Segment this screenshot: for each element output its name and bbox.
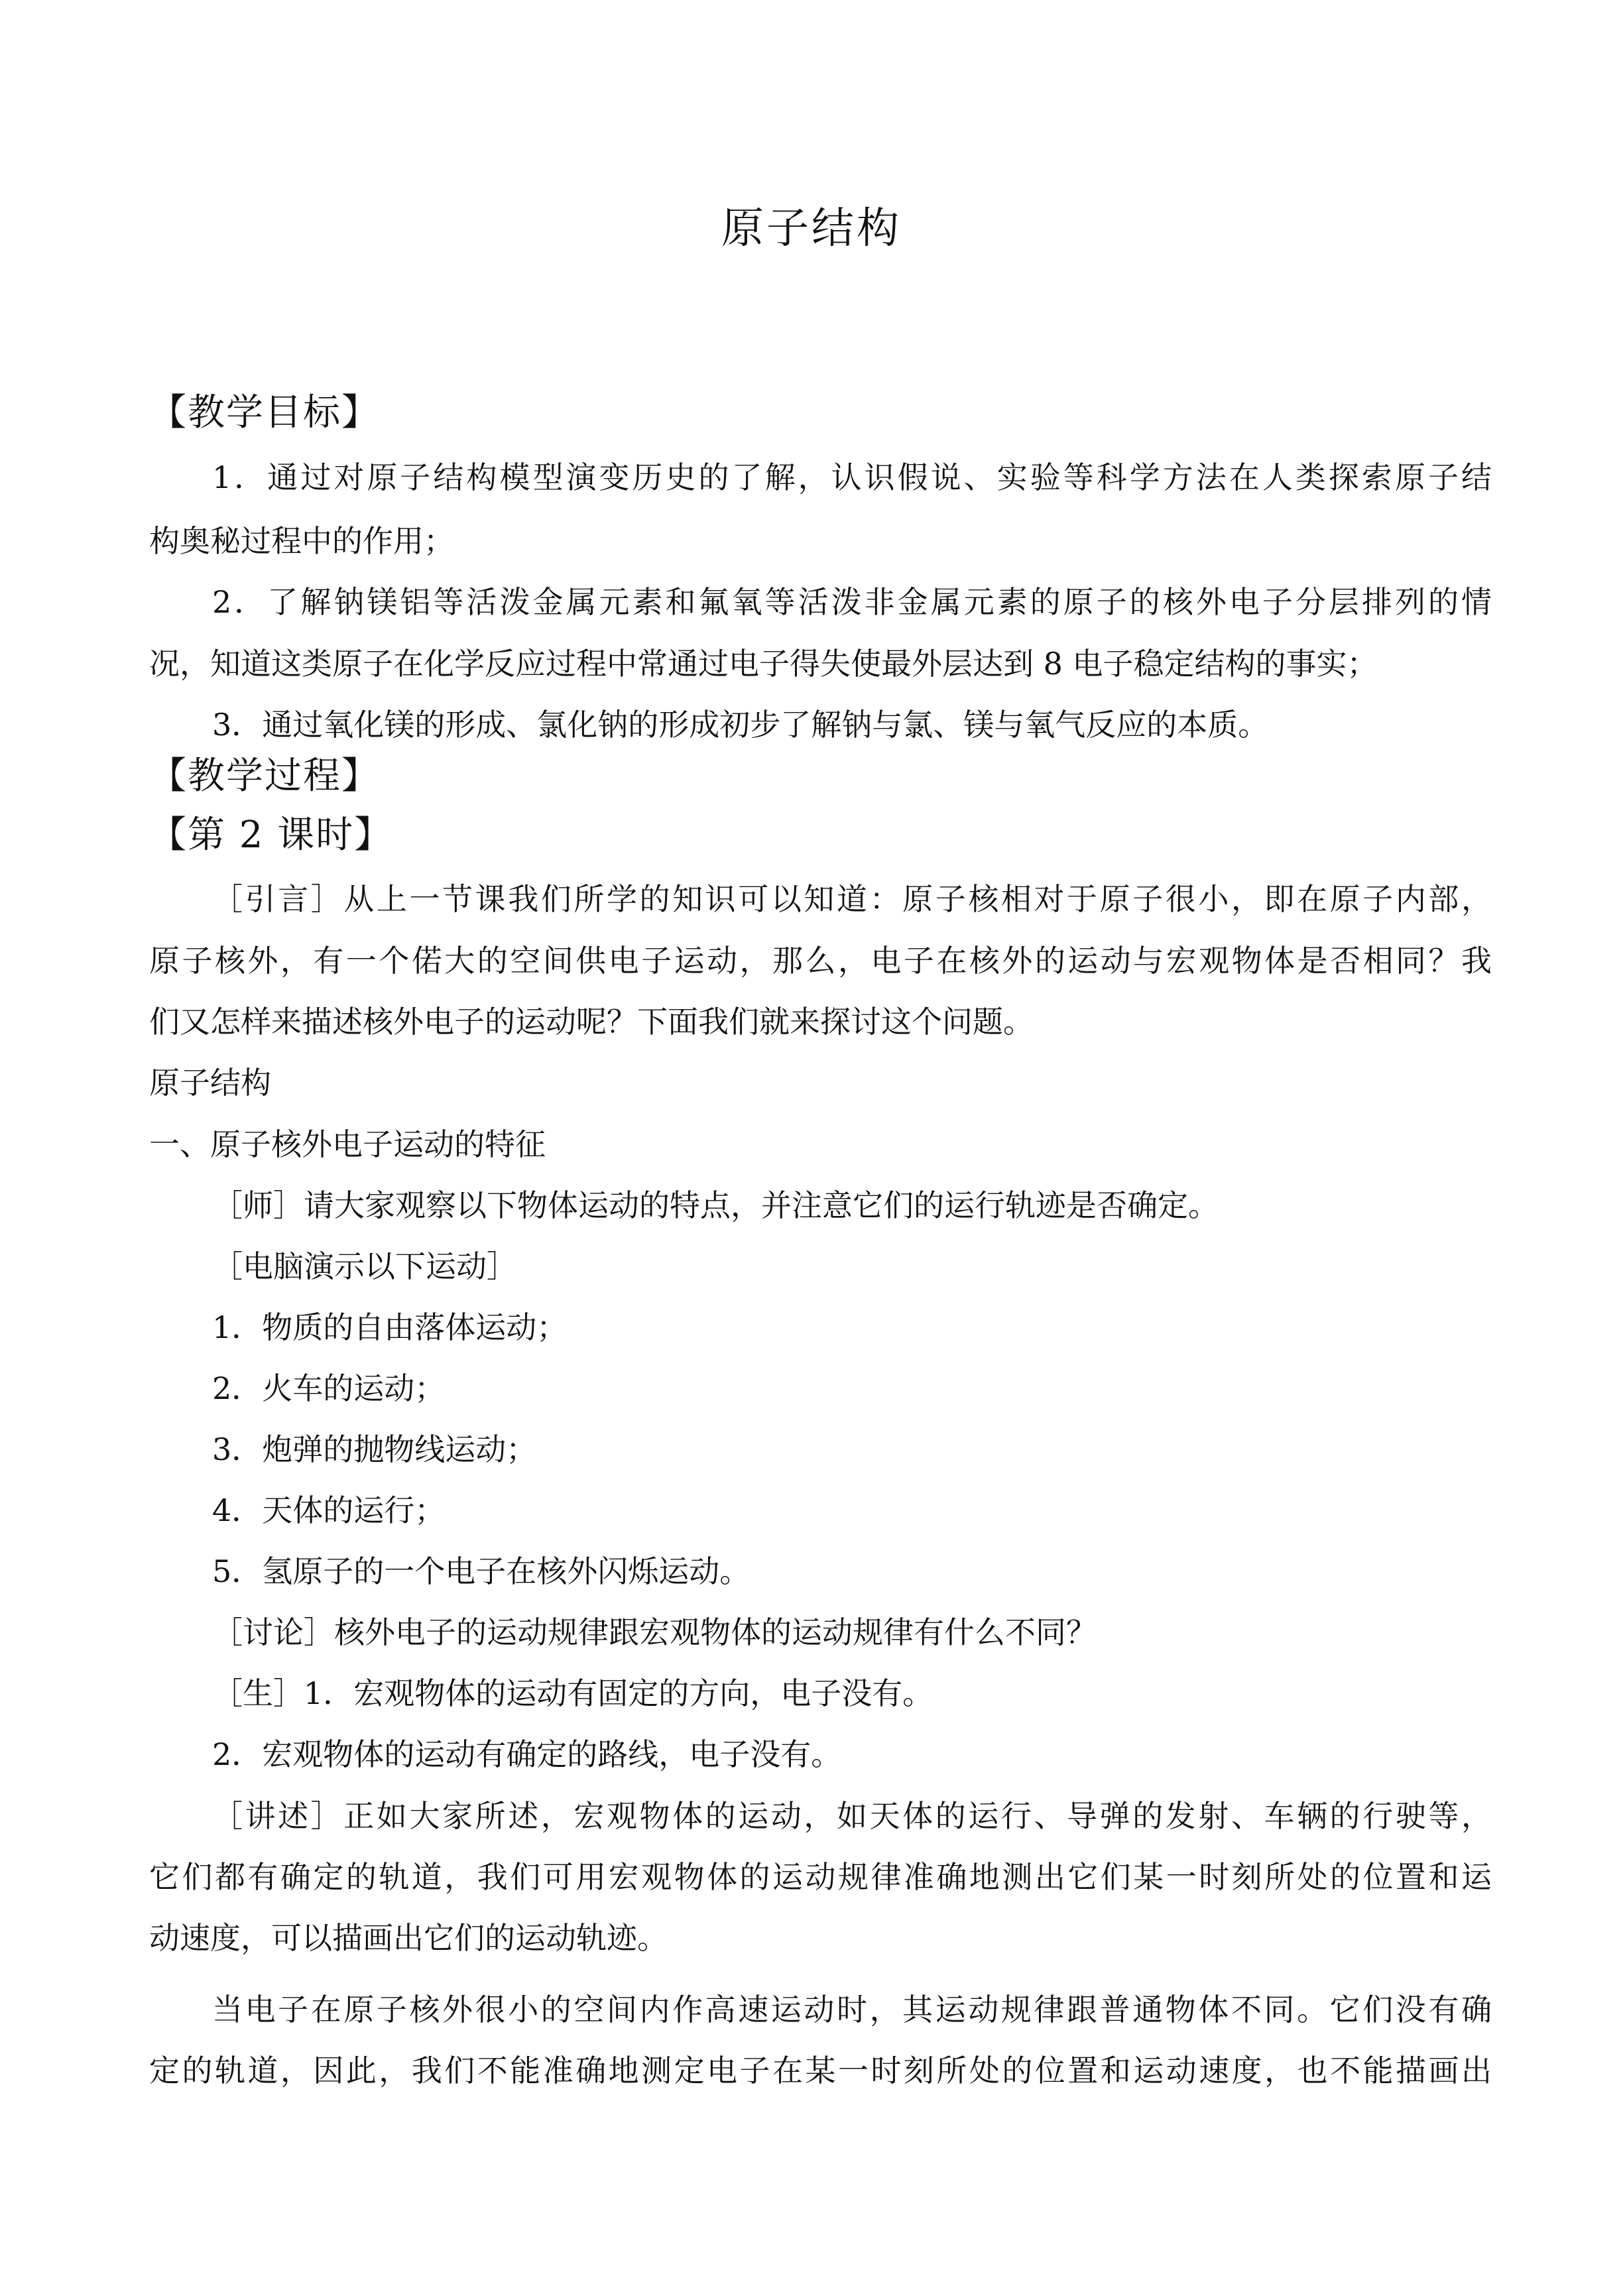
motion-item: 4．天体的运行； (212, 1492, 446, 1528)
goal-line: 1．通过对原子结构模型演变历史的了解，认识假说、实验等科学方法在人类探索原子结 (212, 459, 1492, 495)
heading-teaching-goals: 【教学目标】 (149, 391, 380, 434)
lecture-line: 动速度，可以描画出它们的运动轨迹。 (149, 1920, 668, 1956)
goal-line: 3．通过氧化镁的形成、氯化钠的形成初步了解钠与氯、镁与氧气反应的本质。 (212, 707, 1269, 743)
teacher-line: ［师］请大家观察以下物体运动的特点，并注意它们的运行轨迹是否确定。 (212, 1187, 1219, 1223)
intro-line: 原子核外，有一个偌大的空间供电子运动，那么，电子在核外的运动与宏观物体是否相同？我 (149, 943, 1492, 979)
heading-lesson: 【第 2 课时】 (149, 814, 393, 857)
heading-teaching-process: 【教学过程】 (149, 755, 380, 798)
section-title: 原子结构 (149, 1065, 271, 1101)
motion-item: 1．物质的自由落体运动； (212, 1309, 568, 1345)
intro-line: 们又怎样来描述核外电子的运动呢？下面我们就来探讨这个问题。 (149, 1004, 1034, 1040)
motion-item: 3．炮弹的抛物线运动； (212, 1431, 537, 1467)
page-title: 原子结构 (721, 204, 902, 253)
motion-item: 2．火车的运动； (212, 1370, 446, 1406)
goal-line: 构奥秘过程中的作用； (149, 523, 454, 559)
student-line: ［生］1．宏观物体的运动有固定的方向，电子没有。 (212, 1675, 933, 1711)
lecture-line: ［讲述］正如大家所述，宏观物体的运动，如天体的运行、导弹的发射、车辆的行驶等， (212, 1798, 1492, 1834)
lecture-line: 它们都有确定的轨道，我们可用宏观物体的运动规律准确地测出它们某一时刻所处的位置和运 (149, 1859, 1492, 1895)
goal-line: 况，知道这类原子在化学反应过程中常通过电子得失使最外层达到 8 电子稳定结构的事实； (149, 646, 1378, 682)
motion-item: 5．氢原子的一个电子在核外闪烁运动。 (212, 1553, 751, 1589)
goal-line: 2．了解钠镁铝等活泼金属元素和氟氧等活泼非金属元素的原子的核外电子分层排列的情 (212, 584, 1492, 620)
discussion-line: ［讨论］核外电子的运动规律跟宏观物体的运动规律有什么不同？ (212, 1614, 1097, 1650)
closing-line: 定的轨道，因此，我们不能准确地测定电子在某一时刻所处的位置和运动速度，也不能描画出 (149, 2053, 1492, 2088)
closing-line: 当电子在原子核外很小的空间内作高速运动时，其运动规律跟普通物体不同。它们没有确 (212, 1992, 1492, 2027)
demo-line: ［电脑演示以下运动］ (212, 1248, 517, 1284)
intro-line: ［引言］从上一节课我们所学的知识可以知道：原子核相对于原子很小，即在原子内部， (212, 881, 1492, 917)
subsection-title: 一、原子核外电子运动的特征 (149, 1126, 546, 1162)
student-line: 2．宏观物体的运动有确定的路线，电子没有。 (212, 1736, 842, 1772)
